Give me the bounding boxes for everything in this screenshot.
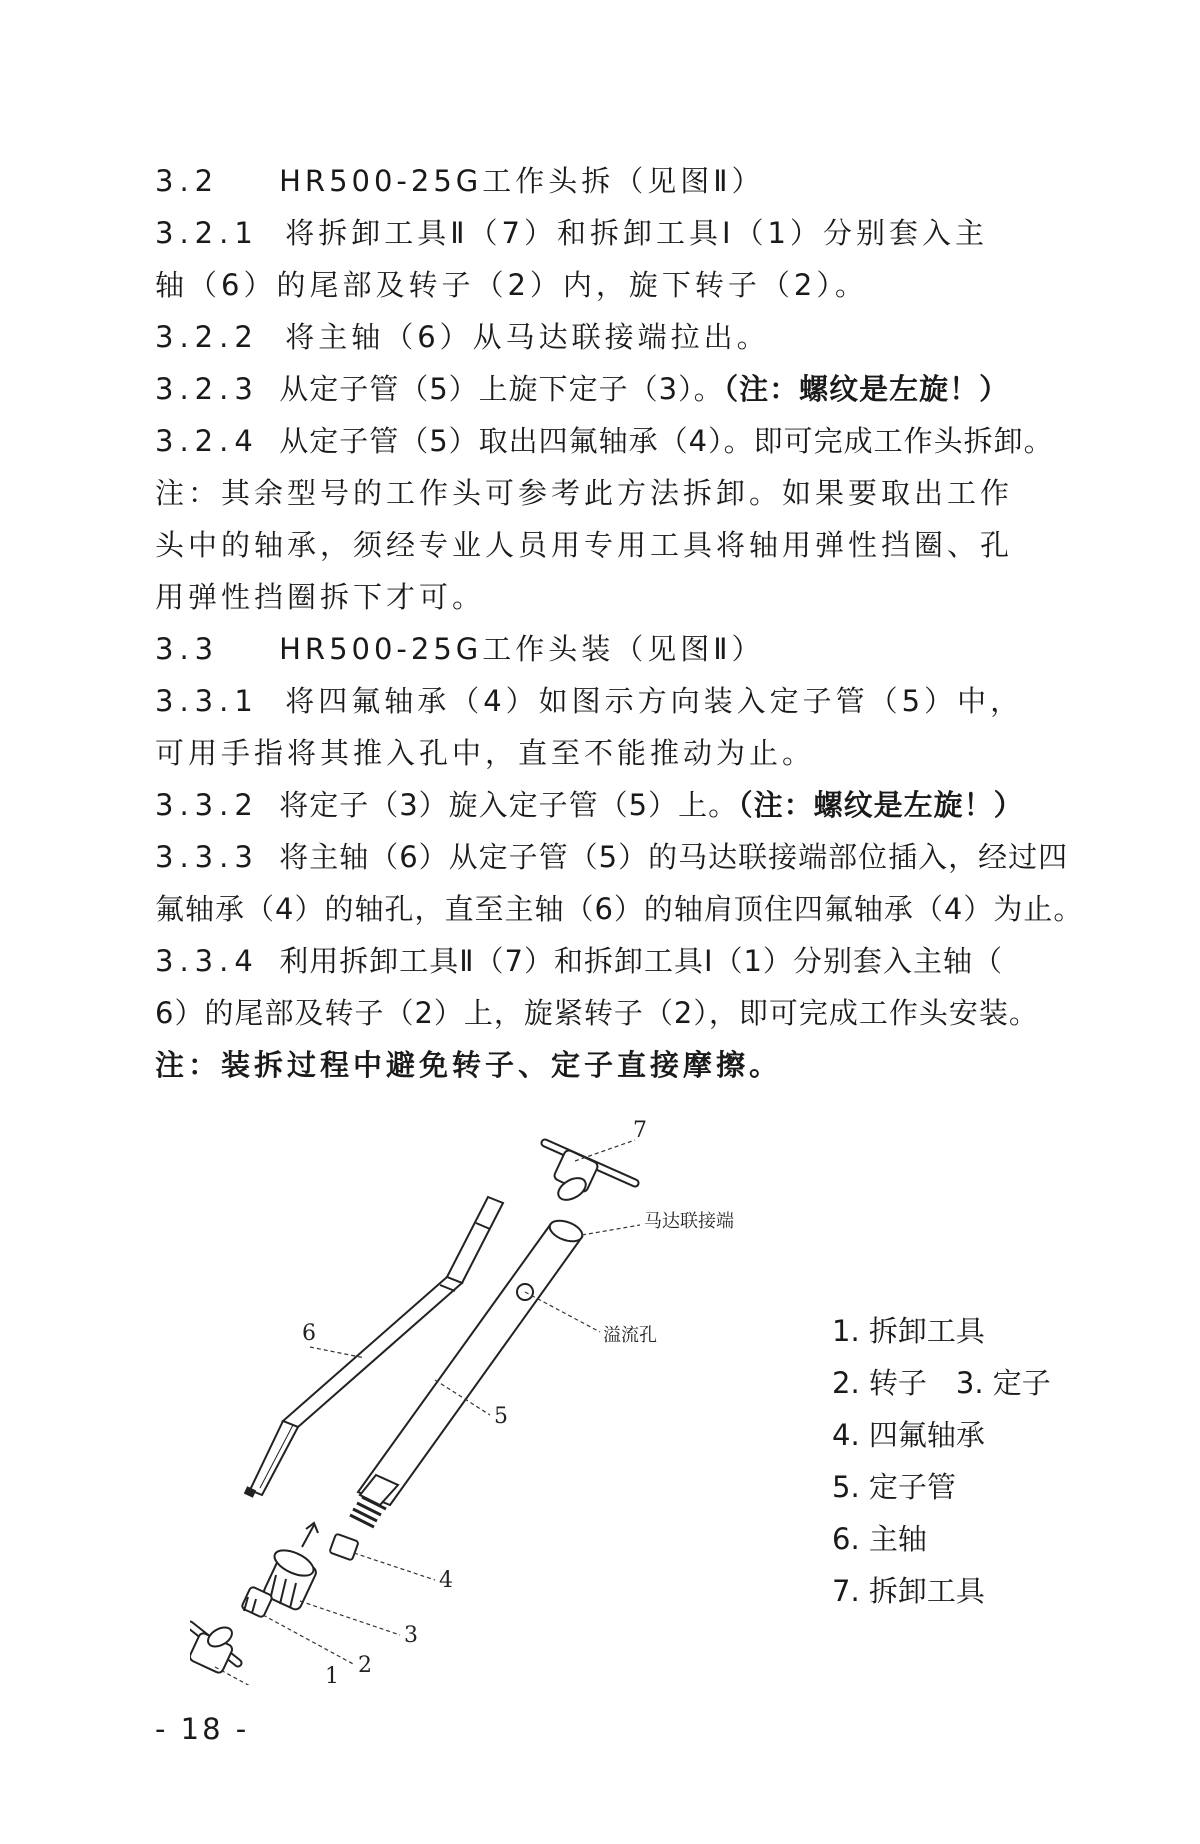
step-3-3-1: 3.3.1 将四氟轴承（4）如图示方向装入定子管（5）中， — [155, 684, 1024, 718]
leader-4 — [354, 1553, 435, 1580]
note-line-1: 注：其余型号的工作头可参考此方法拆卸。如果要取出工作 — [155, 476, 1014, 510]
instruction-text — [155, 155, 1105, 1091]
step-3-3-3: 3.3.3 将主轴（6）从定子管（5）的马达联接端部位插入，经过四 — [155, 840, 1069, 874]
legend-item: 6. 主轴 — [832, 1522, 927, 1556]
diagram-svg — [190, 1085, 810, 1685]
callout-1: 1 — [325, 1664, 339, 1685]
callout-4: 4 — [439, 1568, 453, 1593]
step-3-3-2: 3.3.2 将定子（3）旋入定子管（5）上。（注：螺纹是左旋！） — [155, 788, 1024, 822]
step-3-2-1: 3.2.1 将拆卸工具Ⅱ（7）和拆卸工具Ⅰ（1）分别套入主 — [155, 216, 988, 250]
legend-item: 1. 拆卸工具 — [832, 1314, 985, 1348]
motor-end-label: 马达联接端 — [644, 1211, 734, 1232]
section-heading-3-2: 3.2 HR500-25G工作头拆（见图Ⅱ） — [155, 164, 765, 198]
step-3-3-4-cont: 6）的尾部及转子（2）上，旋紧转子（2），即可完成工作头安装。 — [155, 996, 1039, 1030]
exploded-view-diagram — [190, 1085, 810, 1685]
left-thread-warning: （注：螺纹是左旋！） — [738, 788, 1024, 822]
step-3-2-4: 3.2.4 从定子管（5）取出四氟轴承（4）。即可完成工作头拆卸。 — [155, 424, 1054, 458]
callout-3: 3 — [404, 1623, 418, 1648]
callout-2: 2 — [358, 1653, 372, 1678]
final-note: 注：装拆过程中避免转子、定子直接摩擦。 — [155, 1048, 783, 1082]
note-line-2: 头中的轴承，须经专业人员用专用工具将轴用弹性挡圈、孔 — [155, 528, 1014, 562]
leader-motor-end — [582, 1225, 640, 1235]
ptfe-bearing-drawing — [302, 1523, 359, 1561]
callout-6: 6 — [302, 1321, 316, 1346]
page-number: - 18 - — [155, 1712, 250, 1746]
overflow-hole-label: 溢流孔 — [603, 1325, 657, 1346]
section-heading-3-3: 3.3 HR500-25G工作头装（见图Ⅱ） — [155, 632, 765, 666]
step-3-2-1-cont: 轴（6）的尾部及转子（2）内，旋下转子（2）。 — [155, 268, 868, 302]
callout-5: 5 — [494, 1404, 508, 1429]
leader-1 — [215, 1667, 285, 1685]
legend-item: 5. 定子管 — [832, 1470, 956, 1504]
step-3-3-1-cont: 可用手指将其推入孔中，直至不能推动为止。 — [155, 736, 816, 770]
parts-legend — [832, 1305, 1132, 1617]
note-line-3: 用弹性挡圈拆下才可。 — [155, 580, 486, 614]
step-3-2-2: 3.2.2 将主轴（6）从马达联接端拉出。 — [155, 320, 770, 354]
step-3-2-3: 3.2.3 从定子管（5）上旋下定子（3）。（注：螺纹是左旋！） — [155, 372, 1010, 406]
leader-2 — [263, 1615, 355, 1665]
legend-item: 2. 转子 3. 定子 — [832, 1366, 1051, 1400]
left-thread-warning: （注：螺纹是左旋！） — [723, 372, 1010, 406]
legend-item: 4. 四氟轴承 — [832, 1418, 985, 1452]
removal-tool-1-drawing — [190, 1624, 238, 1675]
leader-3 — [300, 1601, 400, 1635]
callout-7: 7 — [633, 1118, 647, 1143]
leader-7 — [575, 1140, 635, 1161]
removal-tool-2-drawing — [545, 1143, 635, 1204]
legend-item: 7. 拆卸工具 — [832, 1574, 985, 1608]
step-3-3-4: 3.3.4 利用拆卸工具Ⅱ（7）和拆卸工具Ⅰ（1）分别套入主轴（ — [155, 944, 1003, 978]
step-3-3-3-cont: 氟轴承（4）的轴孔，直至主轴（6）的轴肩顶住四氟轴承（4）为止。 — [155, 892, 1084, 926]
